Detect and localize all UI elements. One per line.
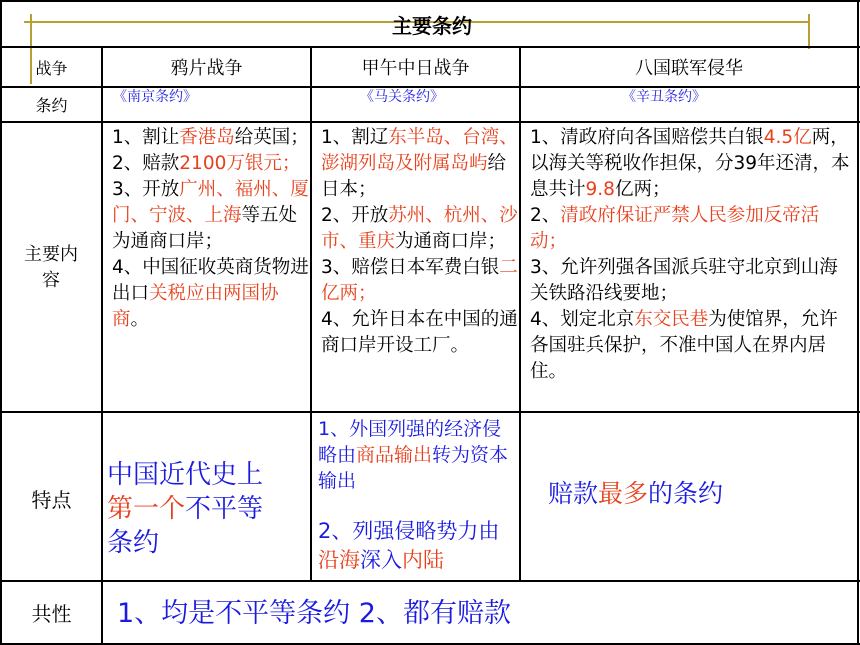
text-run: 2	[358, 598, 376, 629]
text-run: 的条约	[648, 479, 724, 508]
content-item	[321, 307, 519, 359]
content-item	[321, 203, 519, 255]
header-eight-nation-alliance: 八国联军侵华	[635, 58, 743, 79]
text-run: 2、赔款	[112, 153, 180, 174]
common-traits	[117, 596, 817, 632]
text-run: 不平等条约	[107, 494, 264, 558]
text-run: 苏州、杭州、沙市、重庆	[321, 205, 518, 252]
text-run: 关税应由两国协商	[112, 283, 279, 330]
header-sino-japanese-war: 甲午中日战争	[361, 58, 470, 79]
text-run: 2100万银元；	[179, 153, 301, 174]
text-run: 二亿两；	[321, 257, 518, 304]
text-run: 4、允许日本在中国的通商口岸开设工厂。	[321, 309, 518, 356]
table-title: 主要条约	[392, 13, 472, 38]
content-item	[112, 177, 310, 255]
text-run: 为通商口岸；	[395, 231, 507, 252]
text-run: 3、开放	[112, 179, 180, 200]
content-opium-war	[103, 123, 310, 411]
feature-sino-japanese-war-2	[318, 517, 514, 575]
content-sino-japanese-war	[312, 123, 519, 411]
text-run: 3、赔偿日本军费白银	[321, 257, 500, 278]
text-run: 2、	[530, 205, 561, 226]
text-run: 深入	[360, 548, 402, 572]
text-run: 1、清政府向各国赔偿共白银	[530, 127, 764, 148]
text-run: 4、中国征收英商货物进出口	[112, 257, 309, 304]
text-run: 3、允许列强各国派兵驻守北京到山海关铁路沿线要地；	[530, 257, 838, 304]
treaty-row-label: 条约	[35, 96, 68, 115]
text-run: 4、划定北京	[530, 309, 635, 330]
text-run: 最多	[598, 479, 649, 508]
text-run: 9.8	[585, 179, 615, 200]
text-run: 、均是不平等条约	[134, 598, 359, 629]
header-war: 战争	[35, 58, 68, 78]
text-run: 商品输出	[356, 444, 433, 466]
text-run: 给英国；	[234, 127, 309, 148]
treaty-shimonoseki: 《马关条约》	[360, 89, 444, 105]
treaty-boxer-protocol: 《辛丑条约》	[622, 89, 706, 105]
text-run: 等五处为通商口岸；	[112, 205, 298, 252]
text-run: 给日本；	[321, 153, 507, 200]
content-item	[321, 125, 519, 203]
text-run: 2、开放	[321, 205, 389, 226]
content-item	[530, 255, 851, 307]
content-eight-nation-alliance	[521, 123, 851, 411]
text-run: 4.5亿	[763, 127, 812, 148]
text-run: 亿两；	[614, 179, 671, 200]
text-run: 广州、福州、厦门、宁波、上海	[112, 179, 309, 226]
text-run: 清政府保证严禁人民参加反帝活动；	[530, 205, 820, 252]
text-run: 、列强侵略势力由	[331, 519, 500, 543]
content-item	[112, 255, 310, 333]
treaty-nanjing: 《南京条约》	[113, 89, 197, 105]
text-run: 东交民巷	[634, 309, 709, 330]
text-run: 第一个	[107, 494, 186, 524]
text-run: 转为资本输出	[318, 444, 509, 492]
text-run: 中国近代史上	[107, 460, 264, 490]
text-run: 赔款	[548, 479, 599, 508]
content-item	[530, 307, 851, 385]
feature-row-label: 特点	[31, 487, 72, 512]
text-run: 香港岛	[179, 127, 235, 148]
text-run: 1、割辽	[321, 127, 389, 148]
text-run: 1	[117, 598, 135, 629]
content-item	[112, 151, 310, 177]
content-item	[530, 125, 851, 203]
text-run: 2	[318, 519, 332, 543]
text-run: 为使馆界，允许各国驻兵保护，不准中国人在界内居住。	[530, 309, 838, 382]
text-run: 两，以海关等税收作担保，分39年还清，本息共计	[530, 127, 850, 200]
feature-eight-nation-alliance	[548, 477, 828, 511]
feature-sino-japanese-war-1	[318, 416, 514, 494]
text-run: 1	[318, 418, 331, 440]
common-row-label: 共性	[31, 602, 72, 626]
text-run: 。	[130, 309, 150, 330]
content-item	[321, 255, 519, 307]
text-run: 内陆	[402, 548, 444, 572]
feature-opium-war	[107, 458, 267, 560]
text-run: 沿海	[318, 548, 360, 572]
content-row-label: 主要内容	[24, 244, 78, 291]
header-opium-war: 鸦片战争	[170, 58, 243, 79]
text-run: 1、割让	[112, 127, 180, 148]
content-item	[112, 125, 310, 151]
content-item	[530, 203, 851, 255]
text-run: 、外国列强的经济侵略由	[318, 418, 502, 466]
text-run: 东半岛、台湾、澎湖列岛及附属岛屿	[321, 127, 518, 174]
text-run: 、都有赔款	[375, 598, 511, 629]
